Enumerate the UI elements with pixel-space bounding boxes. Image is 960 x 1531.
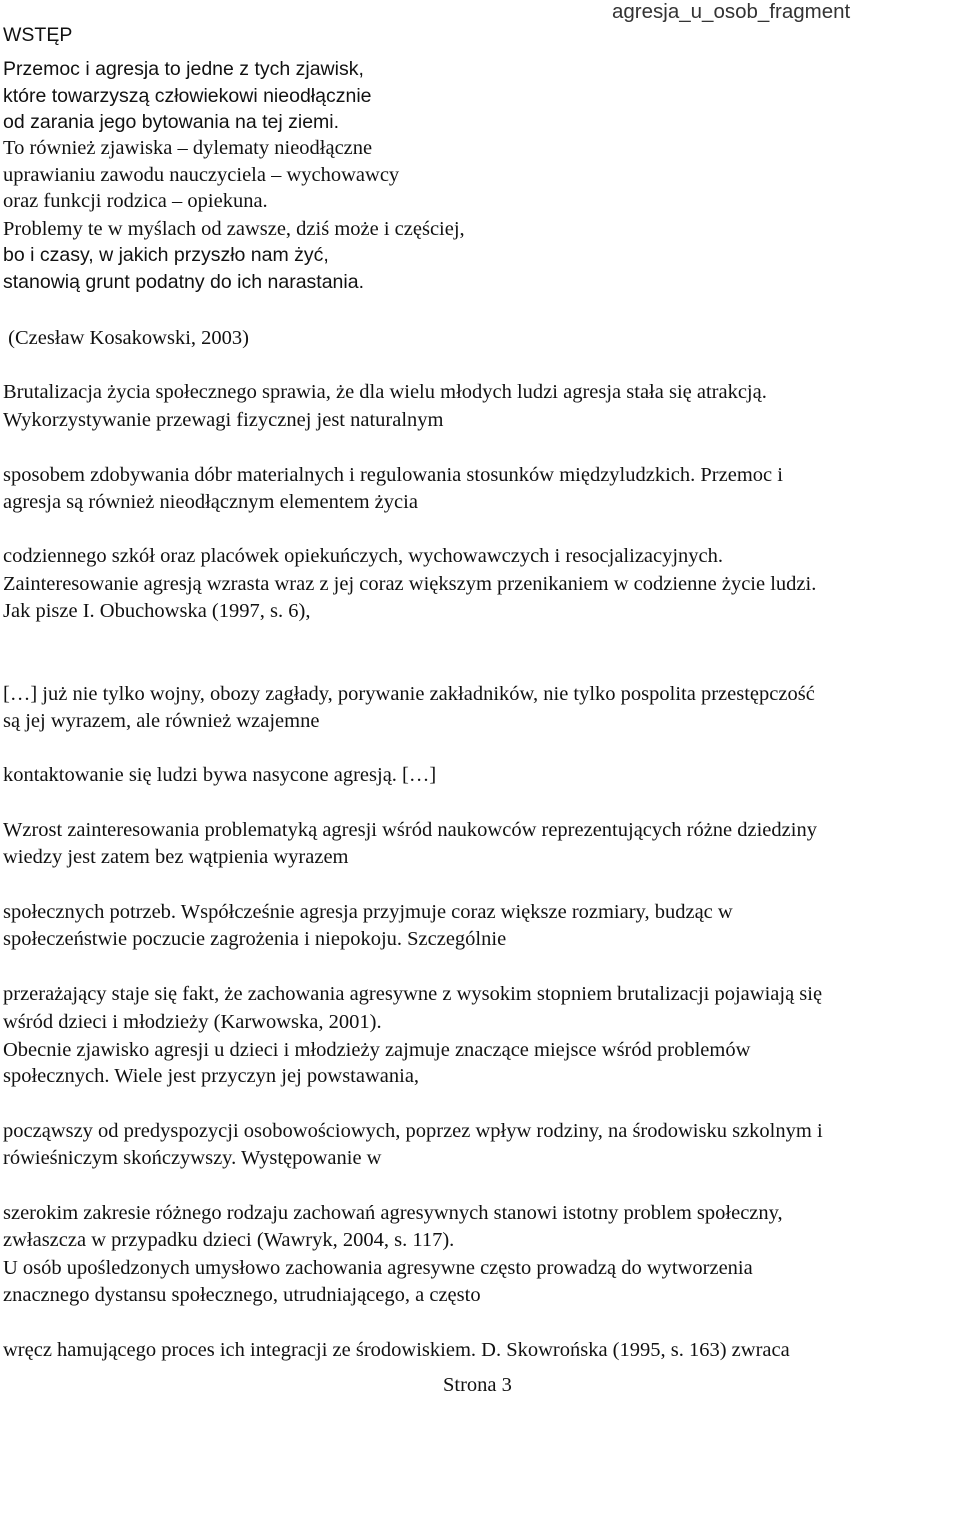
- body-line: społeczeństwie poczucie zagrożenia i niepokoju. Szczególnie: [3, 928, 507, 950]
- motto-line: Przemoc i agresja to jedne z tych zjawisk,: [3, 58, 364, 80]
- quote-line: kontaktowanie się ludzi bywa nasycone agresją. […]: [3, 764, 437, 786]
- body-line: zwłaszcza w przypadku dzieci (Wawryk, 2004, s. 117).: [3, 1229, 455, 1251]
- body-line: Wykorzystywanie przewagi fizycznej jest naturalnym: [3, 409, 444, 431]
- document-filename-header: agresja_u_osob_fragment: [612, 0, 851, 23]
- body-line: U osób upośledzonych umysłowo zachowania agresywne często prowadzą do wytworzenia: [3, 1257, 753, 1279]
- body-line: Obecnie zjawisko agresji u dzieci i młodzieży zajmuje znaczące miejsce wśród problemów: [3, 1039, 751, 1061]
- body-line: Brutalizacja życia społecznego sprawia, że dla wielu młodych ludzi agresja stała się atrakcją.: [3, 381, 767, 403]
- body-line: Zainteresowanie agresją wzrasta wraz z jej coraz większym przenikaniem w codzienne życie ludzi.: [3, 573, 817, 595]
- section-heading: WSTĘP: [3, 24, 73, 46]
- motto-line: od zarania jego bytowania na tej ziemi.: [3, 111, 340, 133]
- body-line: szerokim zakresie różnego rodzaju zachowań agresywnych stanowi istotny problem społeczny,: [3, 1202, 783, 1224]
- body-line: począwszy od predyspozycji osobowościowych, poprzez wpływ rodziny, na środowisku szkolnym i: [3, 1120, 823, 1142]
- motto-line: uprawianiu zawodu nauczyciela – wychowawcy: [3, 164, 400, 186]
- body-line: wiedzy jest zatem bez wątpienia wyrazem: [3, 846, 349, 868]
- body-line: społecznych. Wiele jest przyczyn jej powstawania,: [3, 1065, 420, 1087]
- motto-line: które towarzyszą człowiekowi nieodłącznie: [3, 85, 372, 107]
- body-line: agresja są również nieodłącznym elementem życia: [3, 491, 418, 513]
- body-line: wśród dzieci i młodzieży (Karwowska, 2001).: [3, 1011, 382, 1033]
- body-line: wręcz hamującego proces ich integracji ze środowiskiem. D. Skowrońska (1995, s. 163) zwraca: [3, 1339, 790, 1361]
- page-number: Strona 3: [443, 1374, 512, 1396]
- body-line: Wzrost zainteresowania problematyką agresji wśród naukowców reprezentujących różne dziedziny: [3, 819, 817, 841]
- body-line: sposobem zdobywania dóbr materialnych i regulowania stosunków międzyludzkich. Przemoc i: [3, 464, 783, 486]
- body-line: Jak pisze I. Obuchowska (1997, s. 6),: [3, 600, 311, 622]
- quote-line: są jej wyrazem, ale również wzajemne: [3, 710, 320, 732]
- quote-line: […] już nie tylko wojny, obozy zagłady, porywanie zakładników, nie tylko pospolita przestępczość: [3, 683, 815, 705]
- body-line: rówieśniczym skończywszy. Występowanie w: [3, 1147, 382, 1169]
- motto-citation: (Czesław Kosakowski, 2003): [3, 327, 249, 349]
- motto-line: oraz funkcji rodzica – opiekuna.: [3, 190, 268, 212]
- motto-line: To również zjawiska – dylematy nieodłączne: [3, 137, 373, 159]
- body-line: przerażający staje się fakt, że zachowania agresywne z wysokim stopniem brutalizacji pojawiają się: [3, 983, 823, 1005]
- body-line: społecznych potrzeb. Współcześnie agresja przyjmuje coraz większe rozmiary, budząc w: [3, 901, 733, 923]
- motto-line: Problemy te w myślach od zawsze, dziś może i częściej,: [3, 218, 465, 240]
- motto-line: bo i czasy, w jakich przyszło nam żyć,: [3, 244, 329, 266]
- body-line: znacznego dystansu społecznego, utrudniającego, a często: [3, 1284, 481, 1306]
- body-line: codziennego szkół oraz placówek opiekuńczych, wychowawczych i resocjalizacyjnych.: [3, 545, 724, 567]
- motto-line: stanowią grunt podatny do ich narastania.: [3, 271, 364, 293]
